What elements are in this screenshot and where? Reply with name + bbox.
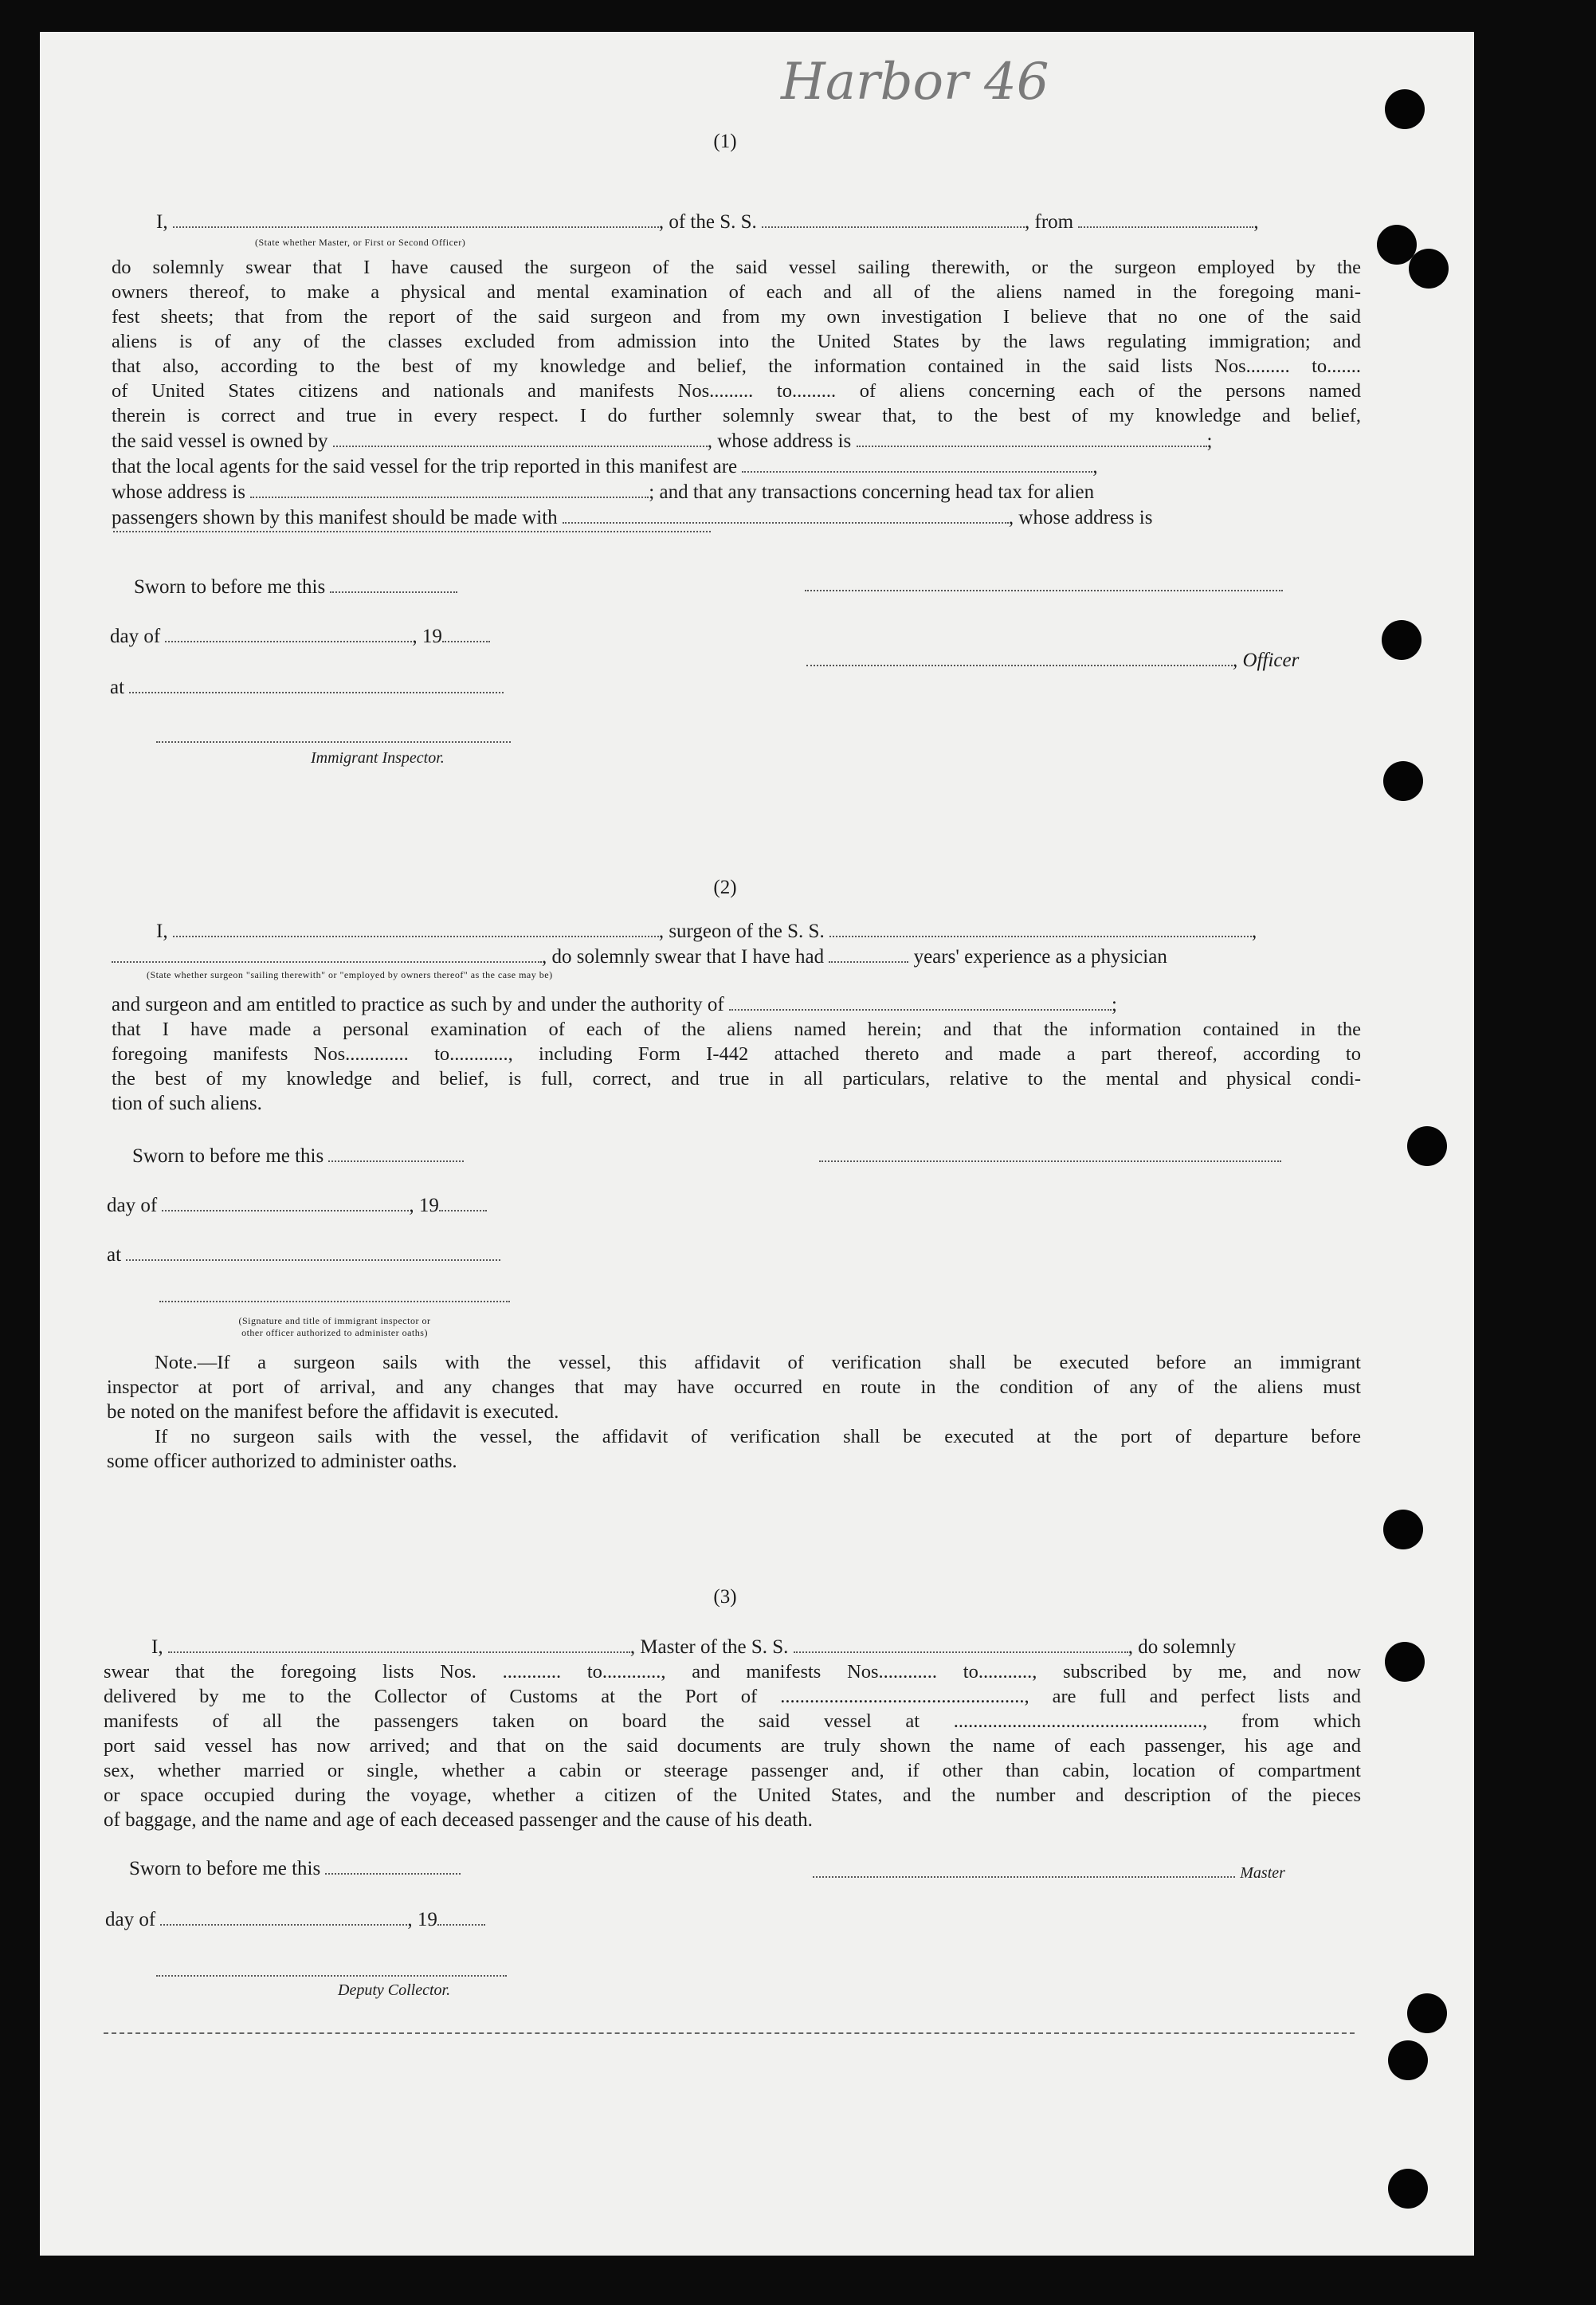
agents-line: that the local agents for the said vessel for the trip reported in this manifest are ,	[112, 454, 1361, 479]
punch-hole	[1388, 2040, 1428, 2080]
at-line: at	[107, 1242, 500, 1267]
deputy-signature-blank	[156, 1975, 507, 1977]
oath-officer-signature-blank	[159, 1301, 510, 1302]
address-blank	[113, 531, 711, 532]
punch-hole	[1383, 1510, 1423, 1549]
punch-hole	[1382, 620, 1421, 660]
note-paragraph: Note.—If a surgeon sails with the vessel, this affidavit of verification shall be executed before an immigrant inspector at port of arrival, and any changes that may have occurred en route in the condition of any of the aliens must be noted on the manifest before the affidavit is executed. If no surgeon sails with the vessel, the affidavit of verification shall be executed at the port of departure before some officer authorized to administer oaths.	[107, 1352, 1361, 1472]
oath-paragraph-2: and surgeon and am entitled to practice as such by and under the authority of ; that I have made a personal examination of each of the aliens named herein; and that the information contained in the foregoing manifests Nos............. to............, including Form I-442 attached thereto and made a part thereof, according to the best of my knowledge and belief, is full, correct, and true in all particulars, relative to the mental and physical condi- tion of such aliens.	[112, 992, 1361, 1116]
punch-hole	[1388, 2169, 1428, 2209]
owner-line: the said vessel is owned by , whose address is ;	[112, 428, 1361, 454]
agent-address-line: whose address is ; and that any transactions concerning head tax for alien	[112, 479, 1361, 505]
officer-line: I, , of the S. S. , from ,	[156, 209, 1359, 234]
officer-name-blank	[173, 209, 659, 228]
day-of-line: day of , 19	[107, 1192, 487, 1218]
surgeon-caption: (State whether surgeon "sailing therewith" or "employed by owners thereof" as the case may be)	[147, 969, 553, 980]
inspector-signature-blank	[156, 741, 511, 743]
master-signature-line: Master	[813, 1859, 1285, 1886]
experience-line: , do solemnly swear that I have had years' experience as a physician	[112, 944, 1363, 969]
section-number: (1)	[713, 131, 737, 152]
deputy-caption: Deputy Collector.	[338, 1981, 451, 1999]
document-page	[40, 32, 1474, 2256]
officer-signature-line: , Officer	[806, 647, 1299, 673]
day-of-line: day of , 19	[105, 1906, 485, 1932]
sworn-label: Sworn to before me this	[134, 574, 457, 599]
signature-caption: (Signature and title of immigrant inspector or other officer authorized to administer oaths)	[238, 1315, 431, 1338]
section-number: (2)	[713, 877, 737, 898]
master-line: I, , Master of the S. S. , do solemnly	[151, 1634, 1361, 1659]
day-of-line: day of , 19	[110, 623, 490, 649]
oath-paragraph-3: swear that the foregoing lists Nos. ............ to............, and manifests Nos............ to..........., subscribed by me, and now delivered by me to the Collector of Customs at the Port of .................................................., are full and perfect lists and manifests of all the passengers taken on board the said vessel at ..................................................., from which port said vessel has now arrived; and that on the said documents are truly shown the name of each passenger, his age and sex, whether married or single, whether a cabin or steerage passenger and, if other than cabin, location of compartment or space occupied during the voyage, whether a citizen of the United States, and the number and description of the pieces of baggage, and the name and age of each deceased passenger and the cause of his death.	[104, 1661, 1361, 1831]
punch-hole	[1383, 761, 1423, 801]
signature-blank	[819, 1160, 1281, 1162]
officer-caption: (State whether Master, or First or Second Officer)	[255, 237, 466, 248]
from-port-blank	[1078, 209, 1253, 228]
surgeon-line: I, , surgeon of the S. S. ,	[156, 918, 1359, 944]
sworn-label: Sworn to before me this	[129, 1855, 461, 1881]
punch-hole	[1385, 1642, 1425, 1682]
punch-hole	[1409, 249, 1449, 289]
handwritten-annotation: Harbor 46	[781, 53, 1049, 112]
bottom-divider	[104, 2032, 1355, 2034]
punch-hole	[1385, 89, 1425, 129]
head-tax-line: passengers shown by this manifest should be made with , whose address is	[112, 505, 1361, 530]
punch-hole	[1407, 1126, 1447, 1166]
oath-paragraph-1: do solemnly swear that I have caused the surgeon of the said vessel sailing therewith, or the surgeon employed by the owners thereof, to make a physical and mental examination of each and all of the aliens named in the foregoing mani- fest sheets; that from the report of the said surgeon and from my own investigation I believe that no one of the said aliens is of any of the classes excluded from admission into the United States by the laws regulating immigration; and that also, according to the best of my knowledge and belief, the information contained in the said lists Nos......... to....... of United States citizens and nationals and manifests Nos......... to......... of aliens concerning each of the persons named therein is correct and true in every respect. I do further solemnly swear that, to the best of my knowledge and belief, the said vessel is owned by , whose address is ; that the local agents for the said vessel for the trip reported in this manifest are , whose address is ; and that any transactions concerning head tax for alien passengers shown by this manifest should be made with , whose address is	[112, 257, 1361, 528]
vessel-name-blank	[762, 209, 1025, 228]
sworn-label: Sworn to before me this	[132, 1143, 464, 1168]
punch-hole	[1407, 1993, 1447, 2033]
section-number: (3)	[713, 1586, 737, 1608]
signature-blank	[805, 590, 1283, 591]
at-line: at	[110, 674, 504, 700]
inspector-caption: Immigrant Inspector.	[311, 749, 445, 767]
